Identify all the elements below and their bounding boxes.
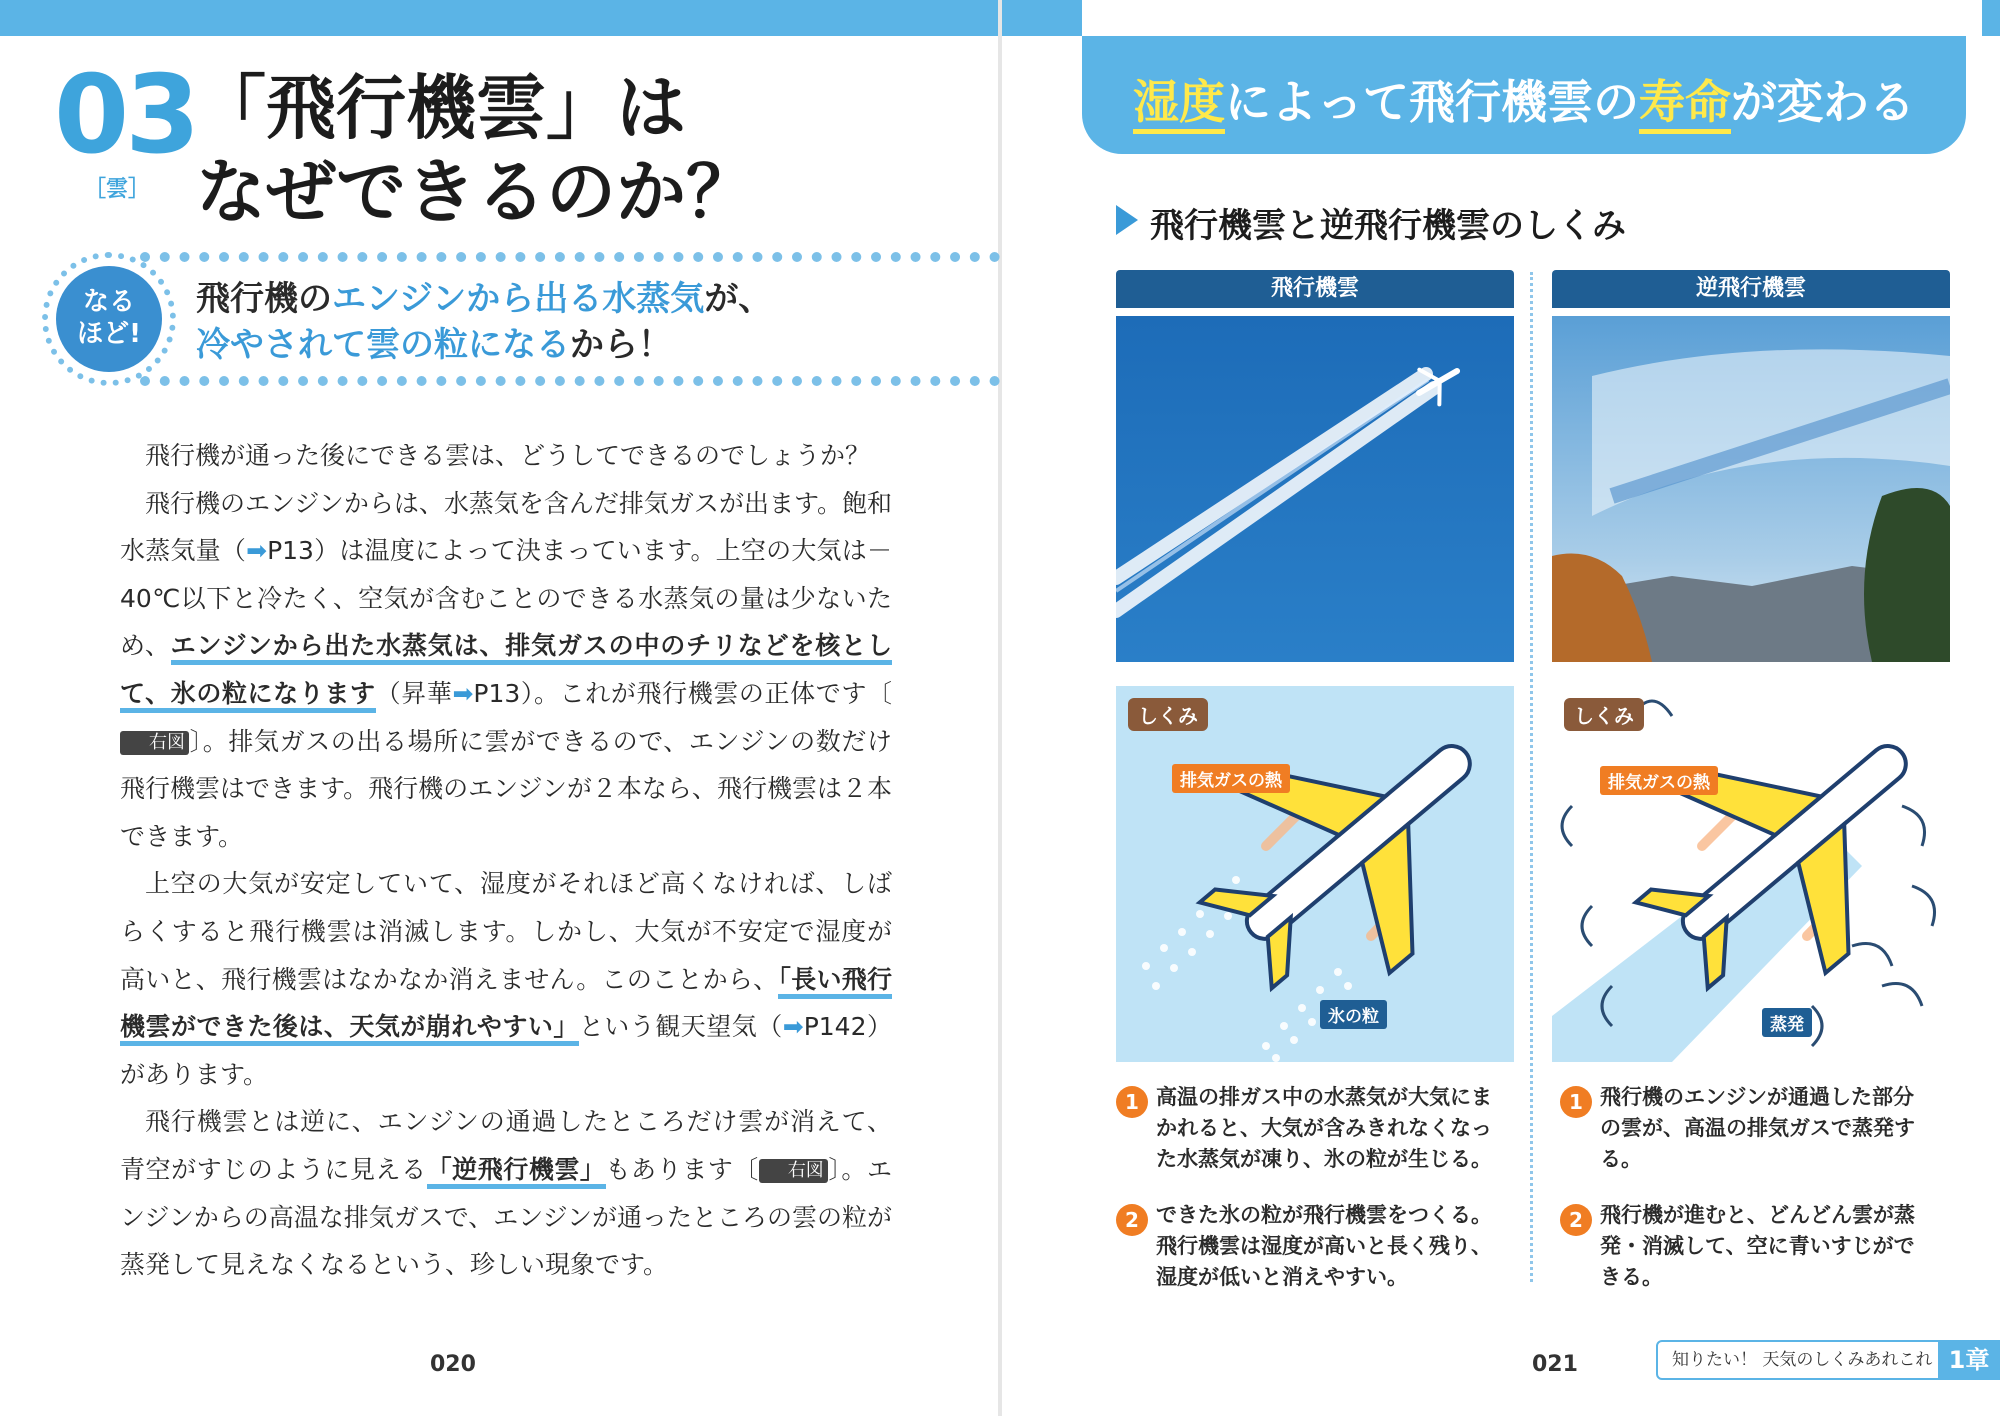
shikumi-label: しくみ xyxy=(1128,698,1208,731)
step-number: 2 xyxy=(1560,1204,1592,1236)
page-number-left: 020 xyxy=(430,1352,476,1377)
reverse-contrail-photo xyxy=(1552,316,1950,662)
evaporation-callout: 蒸発 xyxy=(1762,1008,1812,1037)
book-gutter xyxy=(998,0,1002,1416)
top-bar-gap xyxy=(1082,0,1982,36)
column-header-reverse-contrail: 逆飛行機雲 xyxy=(1552,270,1950,308)
body-text xyxy=(120,432,892,1289)
headline-part: から！ xyxy=(570,325,672,365)
page-title: 「飛行機雲」は なぜできるのか？ xyxy=(196,67,756,233)
key-point: 「長い飛行機雲ができた後は、天気が崩れやすい」 xyxy=(120,965,892,1047)
banner-highlight: 寿命 xyxy=(1639,75,1731,134)
step-number: 1 xyxy=(1116,1086,1148,1118)
arrow-icon: ➡ xyxy=(452,678,474,708)
banner-highlight: 湿度 xyxy=(1133,75,1225,134)
arrow-icon: ➡ xyxy=(246,536,268,566)
exhaust-heat-callout: 排気ガスの熱 xyxy=(1600,766,1718,795)
top-bar-left xyxy=(0,0,1000,36)
shikumi-label: しくみ xyxy=(1564,698,1644,731)
paragraph: 飛行機が通った後にできる雲は、どうしてできるのでしょうか？ xyxy=(145,441,871,470)
headline-emphasis: 冷やされて雲の粒になる xyxy=(196,325,570,365)
headline-emphasis: エンジンから出る水蒸気 xyxy=(332,279,705,319)
step-number: 2 xyxy=(1116,1204,1148,1236)
naruhodo-badge: なる ほど! xyxy=(56,266,162,372)
ice-particle-callout: 氷の粒 xyxy=(1320,1000,1387,1029)
reverse-contrail-illustration xyxy=(1552,686,1950,1062)
page-reference[interactable]: P142 xyxy=(803,1012,867,1042)
step-text: 飛行機が進むと、どんどん雲が蒸発・消滅して、空に青いすじができる。 xyxy=(1600,1203,1915,1289)
section-arrow-icon xyxy=(1116,205,1138,235)
summary-headline xyxy=(196,276,772,368)
step-number: 1 xyxy=(1560,1086,1592,1118)
banner-title: 湿度によって飛行機雲の寿命が変わる xyxy=(1082,66,1966,132)
column-header-contrail: 飛行機雲 xyxy=(1116,270,1514,308)
paragraph: 上空の大気が安定していて、湿度がそれほど高くなければ、しばらくすると飛行機雲は消滅します。しかし、大気が不安定で湿度が高いと、飛行機雲はなかなか消えません。このことから、「長い飛行機雲ができた後は、天気が崩れやすい」という観天望気（➡P142）があります。 xyxy=(120,869,892,1089)
arrow-icon: ➡ xyxy=(782,1012,804,1042)
exhaust-heat-callout: 排気ガスの熱 xyxy=(1172,764,1290,793)
chapter-indicator: 1章 xyxy=(1938,1340,2000,1380)
figure-tag: 右図 xyxy=(759,1159,828,1183)
column-divider xyxy=(1530,272,1533,1282)
step-text: できた氷の粒が飛行機雲をつくる。飛行機雲は湿度が高いと長く残り、湿度が低いと消えやすい。 xyxy=(1156,1203,1492,1289)
page-reference[interactable]: P13 xyxy=(473,678,521,708)
chapter-tag: ［雲］ xyxy=(84,177,151,202)
paragraph: 飛行機雲とは逆に、エンジンの通過したところだけ雲が消えて、青空がすじのように見える「逆飛行機雲」もあります〔 右図 〕。エンジンからの高温な排気ガスで、エンジンが通ったところの雲の粒が蒸発して見えなくなるという、珍しい現象です。 xyxy=(120,1107,893,1280)
contrail-photo xyxy=(1116,316,1514,662)
step-text: 飛行機のエンジンが通過した部分の雲が、高温の排気ガスで蒸発する。 xyxy=(1600,1085,1915,1171)
section-heading: 飛行機雲と逆飛行機雲のしくみ xyxy=(1150,206,1626,246)
step-text: 高温の排ガス中の水蒸気が大気にまかれると、大気が含みきれなくなった水蒸気が凍り、氷の粒が生じる。 xyxy=(1156,1085,1492,1171)
key-point: エンジンから出た水蒸気は、排気ガスの中のチリなどを核として、氷の粒になります xyxy=(120,631,892,713)
page-reference[interactable]: P13 xyxy=(267,536,314,566)
paragraph: 飛行機のエンジンからは、水蒸気を含んだ排気ガスが出ます。飽和水蒸気量（➡P13）は温度によって決まっています。上空の大気は－40℃以下と冷たく、空気が含むことのできる水蒸気の量は少ないため、エンジンから出た水蒸気は、排気ガスの中のチリなどを核として、氷の粒になります（昇華➡P13）。これが飛行機雲の正体です〔右図 〕。排気ガスの出る場所に雲ができるので、エンジンの数だけ飛行機雲はできます。飛行機のエンジンが２本なら、飛行機雲は２本できます。 xyxy=(120,488,892,851)
headline-part: 飛行機の xyxy=(196,279,332,319)
contrail-illustration xyxy=(1116,686,1514,1062)
key-point: 「逆飛行機雲」 xyxy=(427,1155,606,1189)
running-footer: 知りたい！ 天気のしくみあれこれ xyxy=(1656,1340,1956,1380)
page-number-right: 021 xyxy=(1532,1352,1578,1377)
figure-tag: 右図 xyxy=(120,731,189,755)
chapter-number: 03 xyxy=(54,53,197,178)
headline-part: が、 xyxy=(704,279,773,319)
